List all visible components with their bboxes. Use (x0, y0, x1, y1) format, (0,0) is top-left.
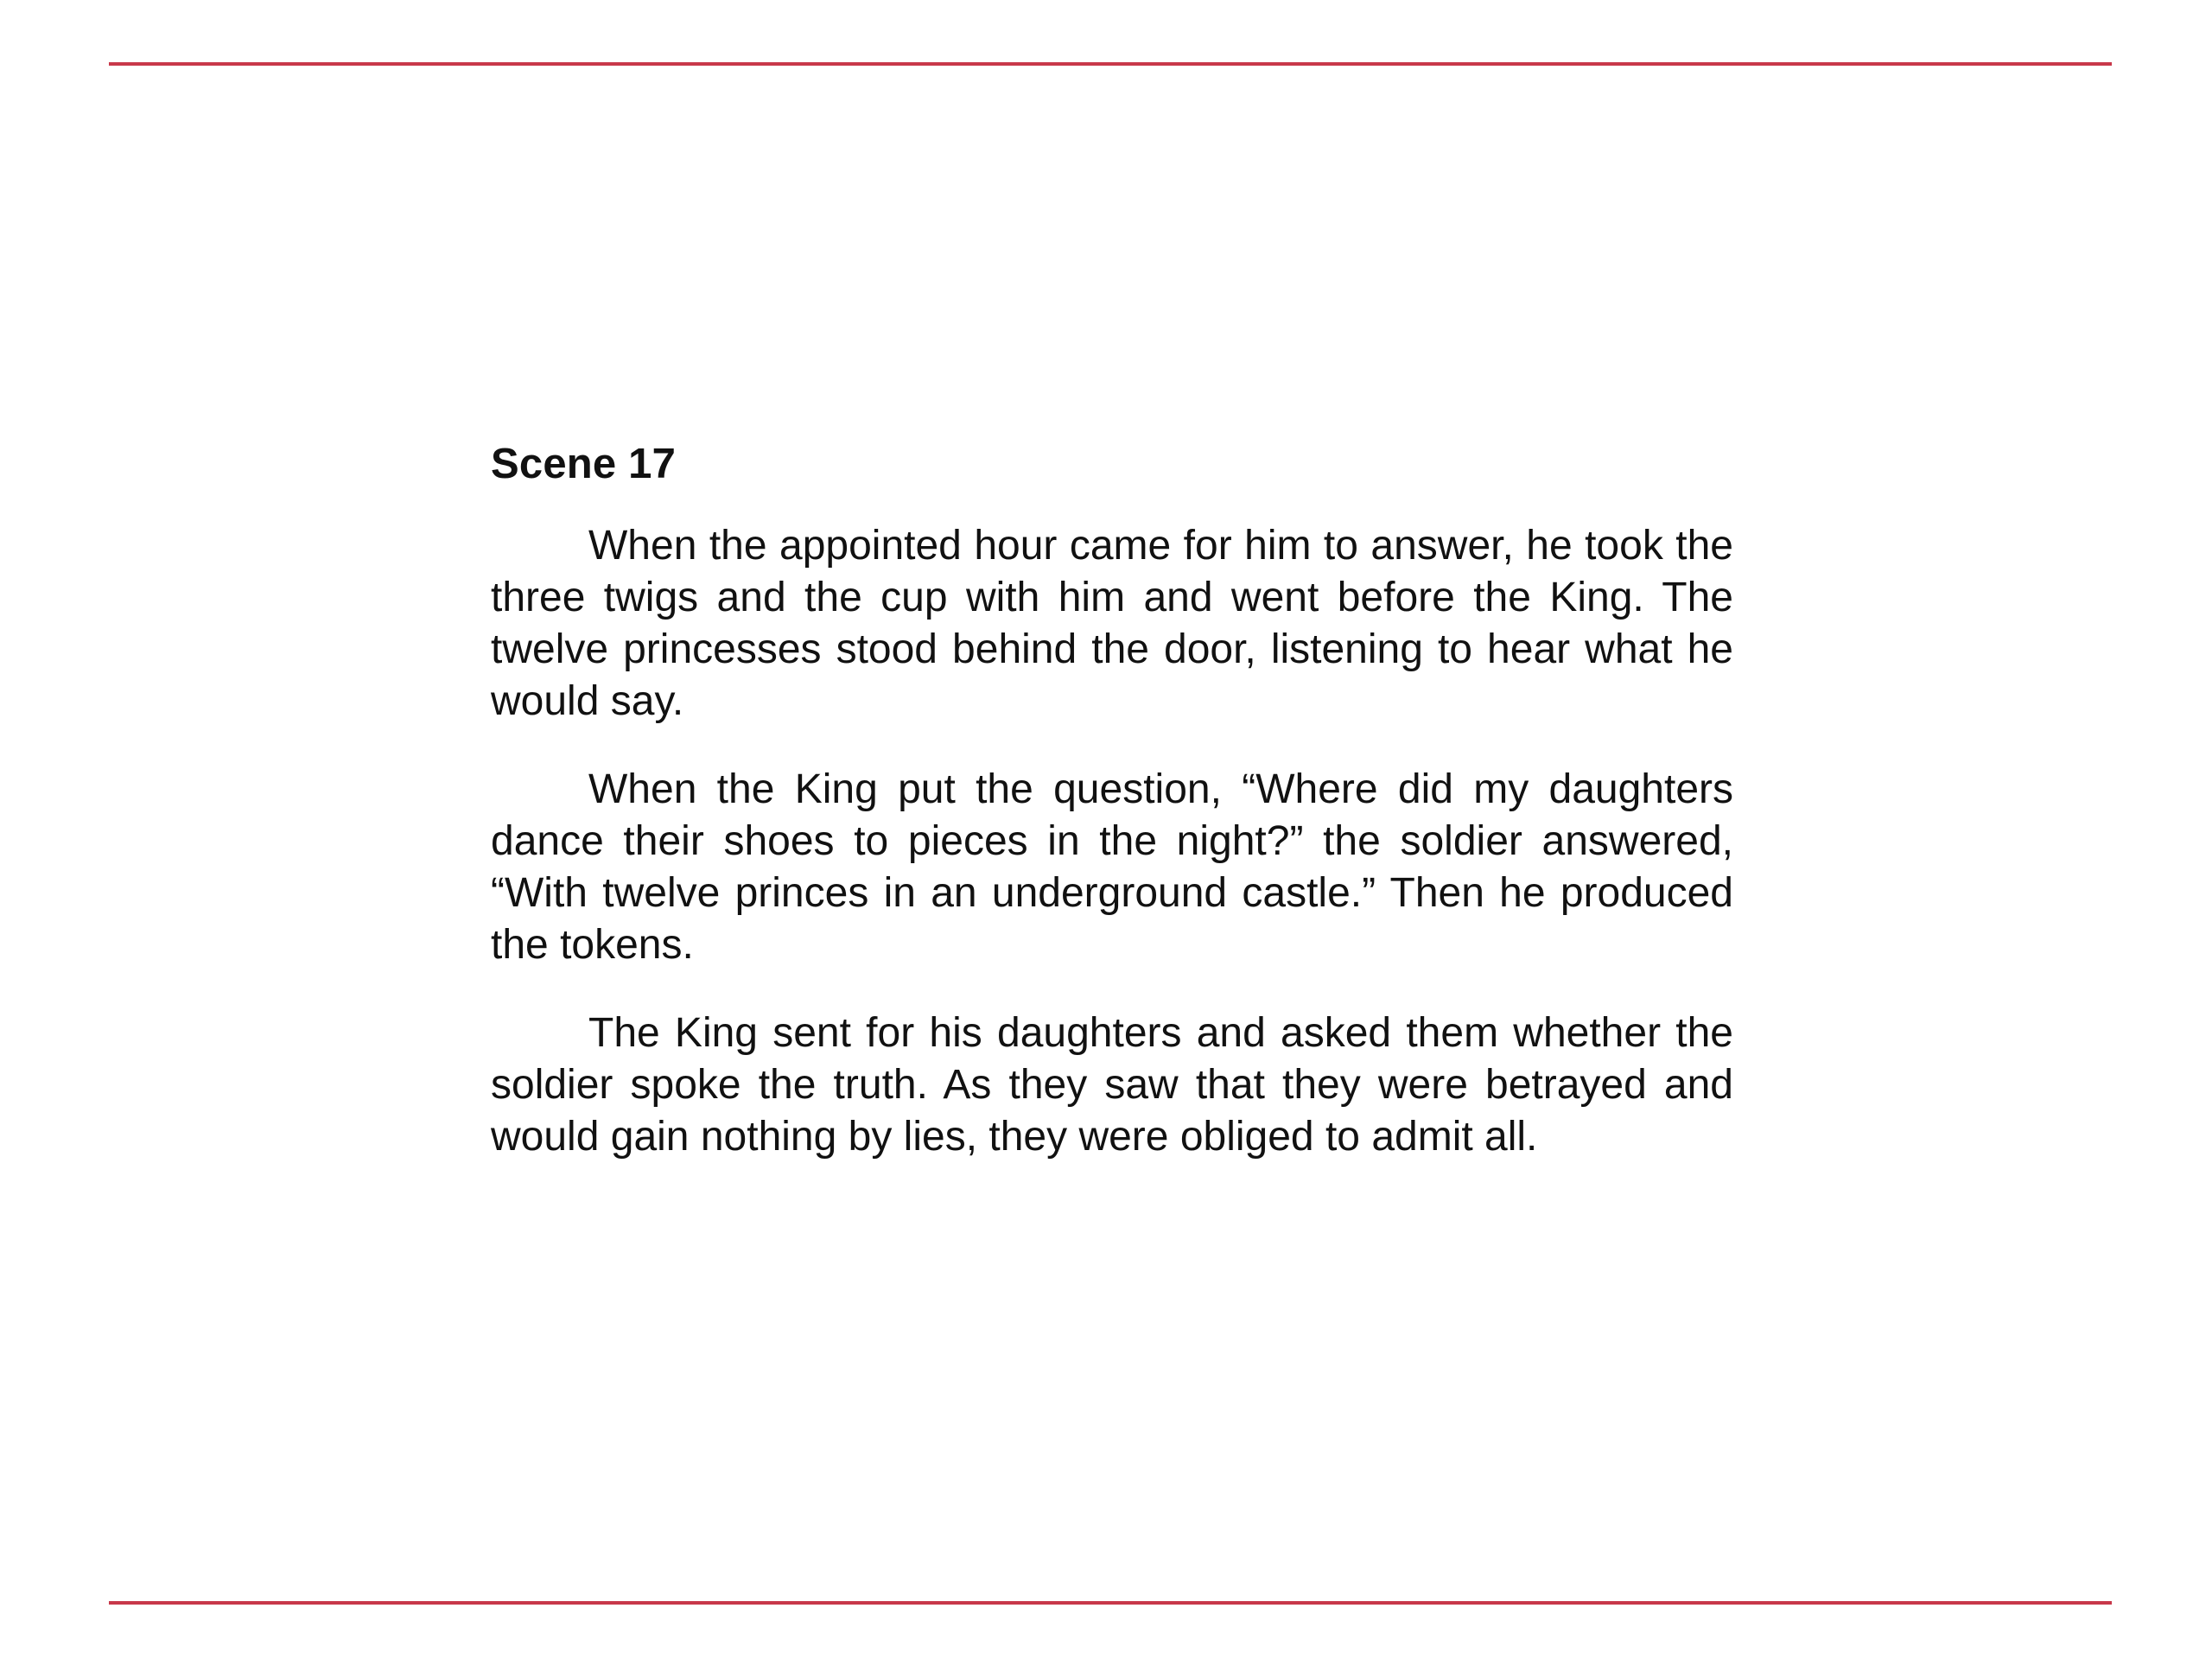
paragraph-1: When the appointed hour came for him to answer, he took the three twigs and the cup with him and went before the King. The twelve princesses stood behind the door, listening to hear what he would say. (491, 523, 1733, 724)
page-content (491, 436, 1733, 1163)
scene-title: Scene 17 (491, 441, 677, 487)
paragraph-3: The King sent for his daughters and asked them whether the soldier spoke the truth. As they saw that they were betrayed and would gain nothing by lies, they were obliged to admit all. (491, 1010, 1733, 1160)
bottom-divider (109, 1601, 2112, 1605)
top-divider (109, 62, 2112, 66)
paragraph-2: When the King put the question, “Where did my daughters dance their shoes to pieces in the night?” the soldier answered, “With twelve princes in an underground castle.” Then he produced the tokens. (491, 766, 1733, 968)
